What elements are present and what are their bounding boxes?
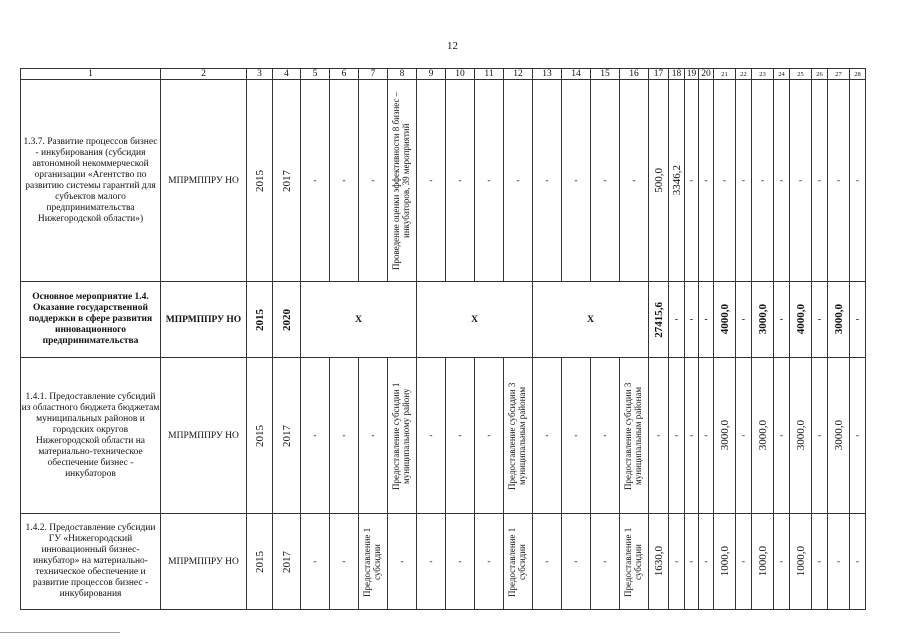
event-description: Предоставление 1 субсидии [362, 526, 382, 597]
column-number: 6 [330, 69, 359, 80]
column-number: 3 [247, 69, 273, 80]
cell-value: - [417, 514, 446, 610]
funding-value: 4000,0 [794, 304, 807, 335]
cell-value: - [330, 514, 359, 610]
column-number: 14 [562, 69, 591, 80]
cell-value: - [699, 358, 714, 514]
cell-value: - [736, 358, 752, 514]
cell-value: - [388, 514, 417, 610]
footer-rule [0, 632, 120, 633]
cell-value: - [850, 80, 866, 282]
executor-cell: МПРМППРУ НО [161, 80, 247, 282]
cell-value: - [330, 80, 359, 282]
cell-value: - [649, 358, 669, 514]
column-number: 28 [850, 69, 866, 80]
x-mark: X [533, 282, 649, 358]
cell-value: - [828, 80, 850, 282]
funding-value: 3000,0 [756, 420, 769, 451]
table-row [21, 80, 866, 282]
start-year: 2015 [253, 308, 266, 331]
column-number: 25 [790, 69, 812, 80]
event-description: Предоставление субсидии 3 муниципальным районам [623, 381, 643, 490]
cell-value: - [301, 358, 330, 514]
activity-name: 1.3.7. Развитие процессов бизнес - инкубирования (субсидия автономной некоммерческой организации «Агентство по развитию системы гарантий для субъектов малого предпринимательства Нижегородской области») [21, 80, 161, 282]
column-number: 4 [273, 69, 301, 80]
cell-value: - [699, 282, 714, 358]
end-year: 2017 [280, 550, 293, 573]
end-year: 2017 [280, 424, 293, 447]
cell-value: - [714, 80, 736, 282]
column-number: 18 [669, 69, 685, 80]
column-number: 5 [301, 69, 330, 80]
column-number: 13 [533, 69, 562, 80]
funding-value: 3000,0 [832, 304, 845, 335]
cell-value: - [417, 80, 446, 282]
column-number: 12 [504, 69, 533, 80]
column-number: 22 [736, 69, 752, 80]
cell-value: - [475, 358, 504, 514]
executor-cell: МПРМППРУ НО [161, 282, 247, 358]
cell-value: - [504, 80, 533, 282]
cell-value: - [669, 514, 685, 610]
program-table [20, 68, 866, 610]
cell-value: - [669, 358, 685, 514]
cell-value: - [850, 358, 866, 514]
column-number: 19 [685, 69, 699, 80]
start-year: 2015 [253, 169, 266, 192]
table-row [21, 358, 866, 514]
column-number: 15 [591, 69, 620, 80]
cell-value: - [417, 358, 446, 514]
column-number: 10 [446, 69, 475, 80]
column-number: 2 [161, 69, 247, 80]
funding-value: 1000,0 [756, 546, 769, 577]
cell-value: - [475, 80, 504, 282]
cell-value: - [812, 282, 828, 358]
column-number: 17 [649, 69, 669, 80]
page-number: 12 [447, 40, 458, 52]
cell-value: - [774, 358, 790, 514]
activity-name: Основное мероприятие 1.4. Оказание государственной поддержки в сфере развития инновационного предпринимательства [21, 282, 161, 358]
cell-value: - [736, 514, 752, 610]
column-number: 26 [812, 69, 828, 80]
funding-value: 4000,0 [718, 304, 731, 335]
start-year: 2015 [253, 424, 266, 447]
executor-cell: МПРМППРУ НО [161, 358, 247, 514]
cell-value: - [699, 80, 714, 282]
funding-value: 27415,6 [652, 301, 665, 338]
cell-value: - [850, 514, 866, 610]
column-number-row [21, 69, 866, 80]
cell-value: - [562, 358, 591, 514]
column-number: 20 [699, 69, 714, 80]
cell-value: - [736, 80, 752, 282]
column-number: 24 [774, 69, 790, 80]
event-description: Предоставление 1 субсидии [507, 526, 527, 597]
column-number: 7 [359, 69, 388, 80]
cell-value: - [685, 514, 699, 610]
funding-value: 500,0 [652, 168, 665, 193]
cell-value: - [828, 514, 850, 610]
cell-value: - [774, 80, 790, 282]
cell-value: - [812, 80, 828, 282]
funding-value: 1000,0 [794, 546, 807, 577]
cell-value: - [591, 358, 620, 514]
funding-value: 1000,0 [718, 546, 731, 577]
cell-value: - [562, 80, 591, 282]
cell-value: - [685, 358, 699, 514]
cell-value: - [774, 514, 790, 610]
funding-value: 3000,0 [756, 304, 769, 335]
column-number: 8 [388, 69, 417, 80]
cell-value: - [812, 514, 828, 610]
funding-value: 1630,0 [652, 546, 665, 577]
cell-value: - [790, 80, 812, 282]
funding-value: 3000,0 [718, 420, 731, 451]
cell-value: - [330, 358, 359, 514]
column-number: 16 [620, 69, 649, 80]
cell-value: - [533, 514, 562, 610]
cell-value: - [699, 514, 714, 610]
event-description: Предоставление субсидии 3 муниципальным районам [507, 381, 527, 490]
x-mark: X [417, 282, 533, 358]
cell-value: - [359, 80, 388, 282]
cell-value: - [685, 282, 699, 358]
cell-value: - [446, 80, 475, 282]
x-mark: X [301, 282, 417, 358]
cell-value: - [736, 282, 752, 358]
cell-value: - [669, 282, 685, 358]
table-row [21, 514, 866, 610]
activity-name: 1.4.1. Предоставление субсидий из областного бюджета бюджетам муниципальных районов и городских округов Нижегородской области на материально-техническое обеспечение бизнес - инкубаторов [21, 358, 161, 514]
cell-value: - [812, 358, 828, 514]
column-number: 27 [828, 69, 850, 80]
cell-value: - [685, 80, 699, 282]
funding-value: 3000,0 [832, 420, 845, 451]
funding-value: 3346,2 [670, 165, 683, 196]
cell-value: - [301, 80, 330, 282]
start-year: 2015 [253, 550, 266, 573]
cell-value: - [446, 514, 475, 610]
end-year: 2017 [280, 169, 293, 192]
end-year: 2020 [280, 308, 293, 331]
column-number: 1 [21, 69, 161, 80]
event-description: Предоставление 1 субсидии [623, 526, 643, 597]
cell-value: - [752, 80, 774, 282]
cell-value: - [774, 282, 790, 358]
column-number: 21 [714, 69, 736, 80]
cell-value: - [475, 514, 504, 610]
cell-value: - [359, 358, 388, 514]
funding-value: 3000,0 [794, 420, 807, 451]
activity-name: 1.4.2. Предоставление субсидии ГУ «Нижегородский инновационный бизнес-инкубатор» на материально-техническое обеспечение и развитие процессов бизнес - инкубирования [21, 514, 161, 610]
column-number: 9 [417, 69, 446, 80]
cell-value: - [562, 514, 591, 610]
column-number: 23 [752, 69, 774, 80]
cell-value: - [301, 514, 330, 610]
event-description: Проведение оценки эффективности 8 бизнес – инкубаторов, 39 мероприятий [391, 91, 411, 270]
cell-value: - [591, 80, 620, 282]
cell-value: - [446, 358, 475, 514]
table-row [21, 282, 866, 358]
cell-value: - [533, 80, 562, 282]
executor-cell: МПРМППРУ НО [161, 514, 247, 610]
cell-value: - [591, 514, 620, 610]
cell-value: - [850, 282, 866, 358]
column-number: 11 [475, 69, 504, 80]
cell-value: - [533, 358, 562, 514]
event-description: Предоставление субсидии 1 муниципальному району [391, 381, 411, 490]
cell-value: - [620, 80, 649, 282]
